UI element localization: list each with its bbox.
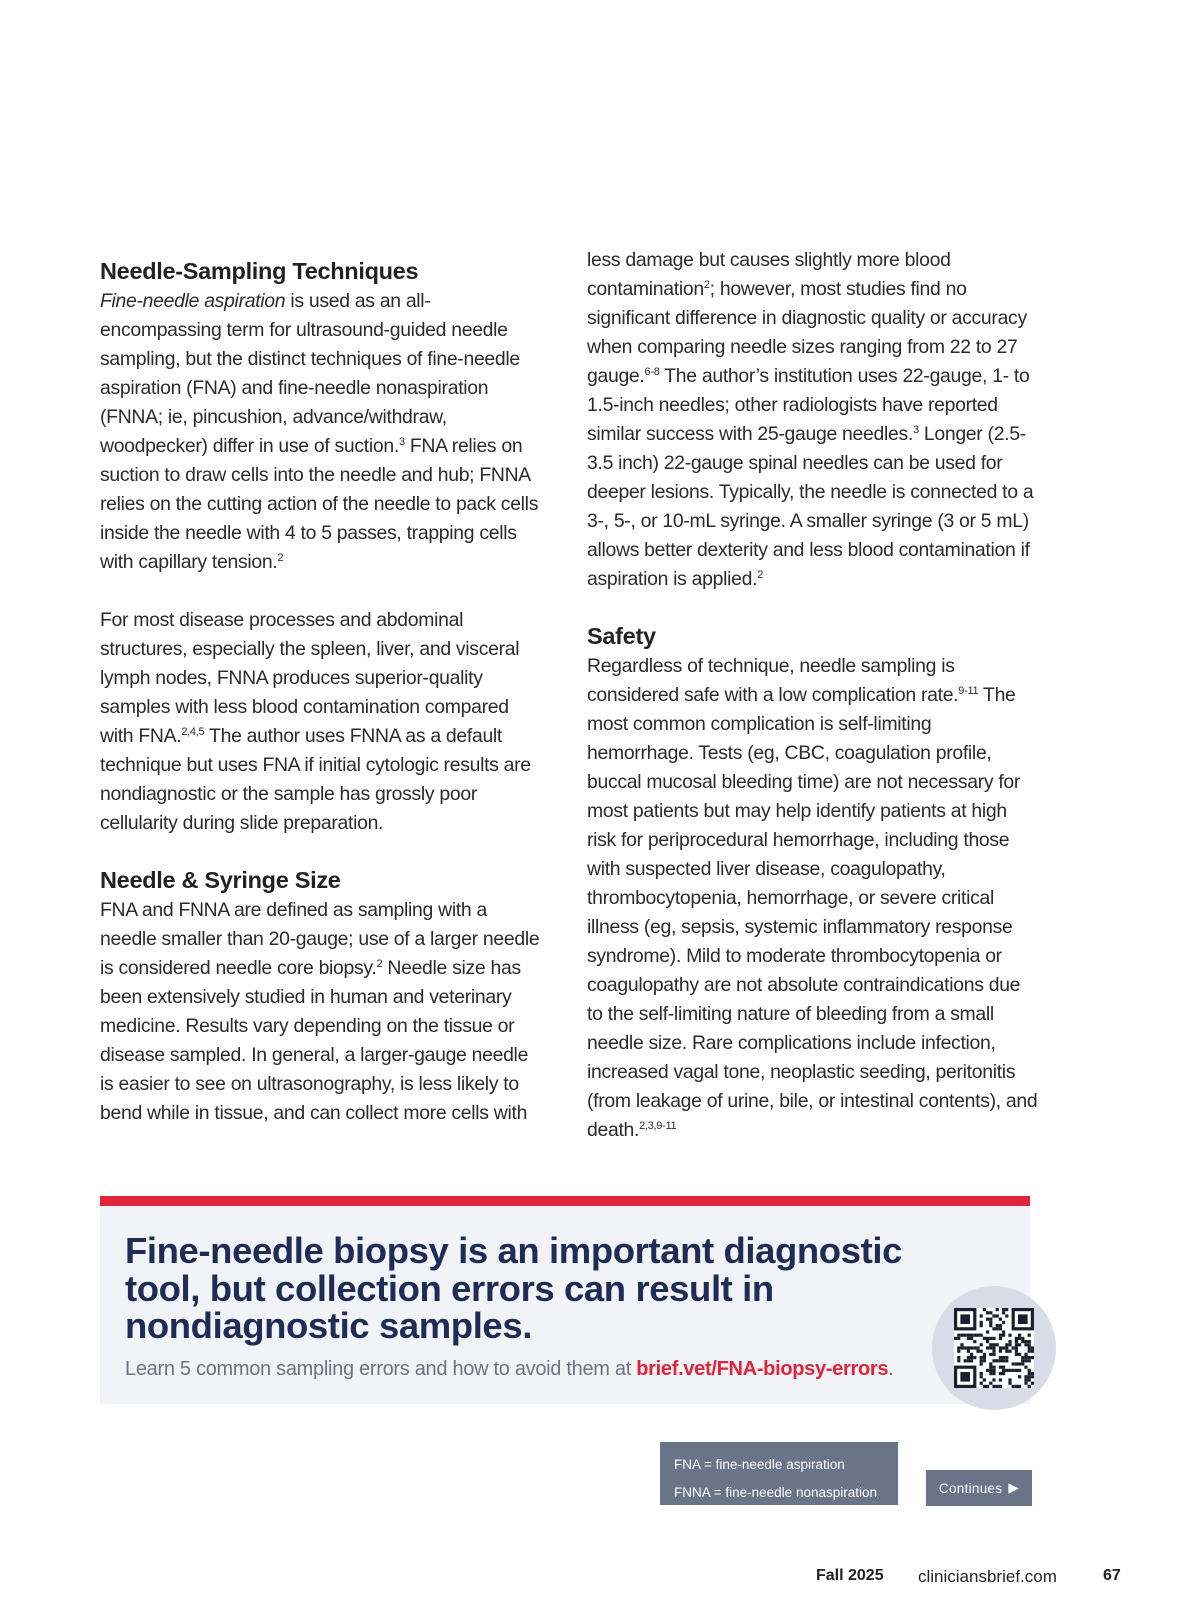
qr-module [999,1334,1002,1337]
qr-module [999,1346,1002,1349]
qr-module [992,1337,995,1340]
qr-module [989,1324,992,1327]
qr-module [980,1343,983,1346]
qr-module [1005,1359,1008,1362]
qr-module [1028,1375,1031,1378]
qr-module [1002,1321,1005,1324]
qr-code-badge[interactable] [932,1286,1056,1410]
paragraph [100,287,546,577]
left-column [100,246,546,1128]
qr-module [1002,1308,1005,1311]
qr-module [986,1340,989,1343]
qr-module [973,1334,976,1337]
qr-module [1024,1353,1027,1356]
qr-module [1024,1366,1027,1369]
qr-module [957,1356,960,1359]
qr-module [1018,1314,1028,1324]
qr-module [989,1382,992,1385]
qr-module [989,1321,992,1324]
qr-module [1028,1334,1031,1337]
qr-module [992,1372,995,1375]
qr-module [960,1314,970,1324]
qr-module [989,1369,992,1372]
qr-module [964,1359,967,1362]
qr-module [957,1334,960,1337]
text-run: FNA relies on suction to draw cells into the needle and hub; FNNA relies on the cutting action of the needle to pack cells inside the needle with 4 to 5 passes, trapping cells with capillary tension. [100,435,539,573]
qr-module [999,1337,1002,1340]
text-run: The author uses FNNA as a default technique but uses FNA if initial cytologic results are nondiagnostic or the sample has grossly poor cellularity during slide preparation. [100,725,531,834]
text-run: FNA and FNNA are defined as sampling with a needle smaller than 20-gauge; use of a larger needle is considered needle core biopsy. [100,899,540,979]
qr-module [1028,1340,1031,1343]
section-heading-needle-syringe-size: Needle & Syringe Size [100,867,341,893]
reference-marker: 2 [757,569,764,581]
qr-module [986,1337,989,1340]
qr-module [964,1346,967,1349]
reference-marker: 9-11 [958,685,979,697]
qr-module [1031,1346,1034,1349]
qr-module [1024,1359,1027,1362]
qr-module [983,1378,986,1381]
qr-module [980,1362,983,1365]
qr-module [986,1385,989,1388]
qr-module [960,1334,963,1337]
paragraph [587,652,1039,1145]
qr-module [1024,1340,1027,1343]
qr-module [986,1346,989,1349]
qr-module [1015,1343,1018,1346]
qr-module [1015,1362,1018,1365]
callout-box [100,1196,1030,1404]
reference-marker: 2 [376,958,383,970]
qr-module [1008,1369,1011,1372]
callout-heading: Fine-needle biopsy is an important diagnostic tool, but collection errors can result in nondiagnostic samples. [125,1230,902,1346]
qr-module [983,1385,986,1388]
text-run: For most disease processes and abdominal structures, especially the spleen, liver, and visceral lymph nodes, FNNA produces superior-quality samples with less blood contamination compared with FNA. [100,609,520,747]
paragraph [100,896,546,1128]
qr-module [996,1324,999,1327]
qr-module [999,1372,1002,1375]
qr-module [1031,1350,1034,1353]
abbreviations-box [660,1442,898,1505]
qr-module [1002,1359,1005,1362]
qr-module [970,1334,973,1337]
qr-module [1018,1362,1021,1365]
qr-module [1018,1337,1021,1340]
qr-module [989,1362,992,1365]
qr-module [992,1343,995,1346]
qr-module [1005,1350,1008,1353]
qr-module [976,1334,979,1337]
qr-module [992,1346,995,1349]
qr-module [1002,1366,1005,1369]
qr-module [1024,1356,1027,1359]
text-run: The author’s institution uses 22-gauge, 1- to 1.5-inch needles; other radiologists have reported similar success with 25-gauge needles. [587,365,1030,445]
qr-module [967,1350,970,1353]
qr-module [970,1337,973,1340]
qr-module [983,1356,986,1359]
qr-module [1005,1343,1008,1346]
qr-module [967,1337,970,1340]
qr-module [1024,1375,1027,1378]
qr-module [980,1334,983,1337]
qr-module [1031,1375,1034,1378]
qr-module [1002,1356,1005,1359]
qr-module [986,1318,989,1321]
qr-module [992,1385,995,1388]
qr-module [980,1324,983,1327]
qr-module [999,1366,1002,1369]
qr-module [986,1330,989,1333]
qr-module [1012,1362,1015,1365]
qr-module [1021,1359,1024,1362]
qr-module [1005,1308,1008,1311]
qr-module [983,1359,986,1362]
qr-module [1005,1369,1008,1372]
text-run: Longer (2.5-3.5 inch) 22-gauge spinal needles can be used for deeper lesions. Typically, the needle is connected to a 3-, 5-, or 10-mL syringe. A smaller syringe (3 or 5 mL) allows better dexterity and less blood contamination if aspiration is applied. [587,423,1034,590]
qr-module [1012,1346,1015,1349]
section-heading-needle-sampling: Needle-Sampling Techniques [100,258,419,284]
qr-module [1015,1350,1018,1353]
qr-module [1024,1378,1027,1381]
qr-module [1002,1346,1005,1349]
qr-module [999,1327,1002,1330]
qr-module [957,1346,960,1349]
abbreviation-item: FNNA = fine-needle nonaspiration [674,1485,878,1500]
qr-module [1002,1369,1005,1372]
qr-module [989,1337,992,1340]
qr-module [996,1385,999,1388]
qr-module [967,1359,970,1362]
qr-module [967,1334,970,1337]
qr-module [980,1372,983,1375]
qr-module [986,1369,989,1372]
play-arrow-icon: ▶ [1008,1480,1020,1495]
qr-module [960,1372,970,1382]
qr-module [992,1350,995,1353]
qr-module [1024,1343,1027,1346]
qr-module [1028,1372,1031,1375]
qr-module [1002,1372,1005,1375]
qr-module [1002,1311,1005,1314]
qr-module [1028,1343,1031,1346]
qr-module [992,1366,995,1369]
text-run: Regardless of technique, needle sampling is considered safe with a low complication rate. [587,655,959,706]
qr-module [1031,1356,1034,1359]
footer-issue: Fall 2025 [816,1567,884,1584]
qr-module [1005,1356,1008,1359]
qr-module [980,1375,983,1378]
qr-module [999,1378,1002,1381]
qr-module [1018,1369,1021,1372]
qr-module [989,1343,992,1346]
reference-marker: 2,4,5 [181,726,205,738]
text-run: ; however, most studies find no significant difference in diagnostic quality or accuracy when comparing needle sizes ranging from 22 to 27 gauge. [587,278,1027,387]
qr-module [980,1321,983,1324]
footer-site[interactable]: cliniciansbrief.com [918,1567,1057,1586]
qr-module [957,1350,960,1353]
qr-module [1012,1385,1015,1388]
qr-module [976,1346,979,1349]
qr-module [980,1382,983,1385]
paragraph [587,246,1039,594]
qr-module [1008,1378,1011,1381]
qr-module [957,1337,960,1340]
qr-module [1005,1314,1008,1317]
qr-module [980,1356,983,1359]
callout-text [125,1358,893,1381]
qr-module [986,1311,989,1314]
continues-label: Continues [938,1480,1003,1496]
qr-module [999,1356,1002,1359]
qr-module [1008,1340,1011,1343]
qr-module [1015,1369,1018,1372]
page-number: 67 [1103,1567,1121,1584]
qr-module [1028,1369,1031,1372]
qr-module [983,1308,986,1311]
qr-module [1002,1334,1005,1337]
qr-module [1028,1378,1031,1381]
qr-module [989,1372,992,1375]
text-run: The most common complication is self-limiting hemorrhage. Tests (eg, CBC, coagulation profile, buccal mucosal bleeding time) are not necessary for most patients but may help identify patients at high risk for periprocedural hemorrhage, including those with suspected liver disease, coagulopathy, thrombocytopenia, hemorrhage, or severe critical illness (eg, sepsis, systemic inflammatory response syndrome). Mild to moderate thrombocytopenia or coagulopathy are not absolute contraindications due to the self-limiting nature of bleeding from a small needle size. Rare complications include infection, increased vagal tone, neoplastic seeding, peritonitis (from leakage of urine, bile, or intestinal contents), and death. [587,684,1038,1141]
qr-module [1028,1356,1031,1359]
qr-module [999,1359,1002,1362]
qr-module [989,1346,992,1349]
qr-module [996,1359,999,1362]
callout-link[interactable]: brief.vet/FNA-biopsy-errors [636,1358,889,1380]
qr-module [992,1353,995,1356]
qr-module [1015,1340,1018,1343]
reference-marker: 2 [277,552,284,564]
qr-module [1024,1382,1027,1385]
qr-module [992,1378,995,1381]
qr-module [1018,1353,1021,1356]
qr-module [1018,1343,1021,1346]
qr-module [960,1343,963,1346]
qr-module [1008,1343,1011,1346]
qr-module [1018,1385,1021,1388]
qr-module [970,1356,973,1359]
qr-module [1028,1346,1031,1349]
qr-module [980,1350,983,1353]
qr-module [1005,1346,1008,1349]
qr-module [1008,1350,1011,1353]
reference-marker: 2 [703,279,710,291]
qr-module [1021,1340,1024,1343]
qr-module [1018,1375,1021,1378]
qr-module [1002,1330,1005,1333]
qr-module [996,1308,999,1311]
text-run: Learn 5 common sampling errors and how to avoid them at [125,1358,637,1380]
italic-term: Fine-needle aspiration [100,290,286,312]
qr-module [976,1350,979,1353]
paragraph [100,606,546,838]
qr-module [983,1353,986,1356]
qr-module [1015,1346,1018,1349]
qr-module [992,1314,995,1317]
qr-module [983,1337,986,1340]
abbreviation-item: FNA = fine-needle aspiration [674,1457,845,1472]
qr-module [980,1314,983,1317]
qr-module [973,1346,976,1349]
qr-code-icon [954,1308,1034,1388]
qr-module [1031,1372,1034,1375]
qr-module [1031,1382,1034,1385]
qr-module [1008,1334,1011,1337]
qr-module [1018,1334,1021,1337]
qr-module [1008,1382,1011,1385]
qr-module [1028,1350,1031,1353]
text-run: less damage but causes slightly more blood contamination [587,249,951,300]
qr-module [1021,1362,1024,1365]
qr-module [999,1385,1002,1388]
qr-module [996,1314,999,1317]
qr-module [980,1359,983,1362]
qr-module [1015,1337,1018,1340]
qr-module [996,1343,999,1346]
reference-marker: 2,3,9-11 [639,1120,677,1132]
qr-module [992,1359,995,1362]
reference-marker: 3 [398,436,405,448]
qr-module [967,1356,970,1359]
qr-module [996,1327,999,1330]
qr-module [957,1359,960,1362]
qr-module [999,1350,1002,1353]
right-column [587,246,1039,1145]
qr-module [992,1369,995,1372]
text-run: Needle size has been extensively studied in human and veterinary medicine. Results vary depending on the tissue or disease sampled. In general, a larger-gauge needle is easier to see on ultrasonography, is less likely to bend while in tissue, and can collect more cells with [100,957,529,1124]
qr-module [992,1327,995,1330]
qr-module [989,1353,992,1356]
reference-marker: 6-8 [644,366,660,378]
qr-module [1012,1369,1015,1372]
qr-module [964,1334,967,1337]
text-run: . [888,1358,894,1380]
qr-module [1021,1337,1024,1340]
qr-module [970,1346,973,1349]
qr-module [973,1340,976,1343]
qr-module [989,1318,992,1321]
qr-module [999,1324,1002,1327]
qr-module [1028,1385,1031,1388]
continues-button[interactable] [926,1470,1032,1506]
qr-module [1015,1385,1018,1388]
qr-module [973,1356,976,1359]
qr-module [1015,1353,1018,1356]
text-run: is used as an all-encompassing term for ultrasound-guided needle sampling, but the distinct techniques of fine-needle aspiration (FNA) and fine-needle nonaspiration (FNNA; ie, pincushion, advance/withdraw, woodpecker) differ in use of suction. [100,290,520,457]
section-heading-safety: Safety [587,623,656,649]
qr-module [954,1337,957,1340]
reference-marker: 3 [912,424,919,436]
qr-module [1021,1356,1024,1359]
qr-module [989,1366,992,1369]
qr-module [967,1346,970,1349]
qr-module [989,1311,992,1314]
qr-module [960,1346,963,1349]
qr-module [970,1353,973,1356]
qr-module [970,1359,973,1362]
qr-module [999,1318,1002,1321]
qr-module [1028,1359,1031,1362]
